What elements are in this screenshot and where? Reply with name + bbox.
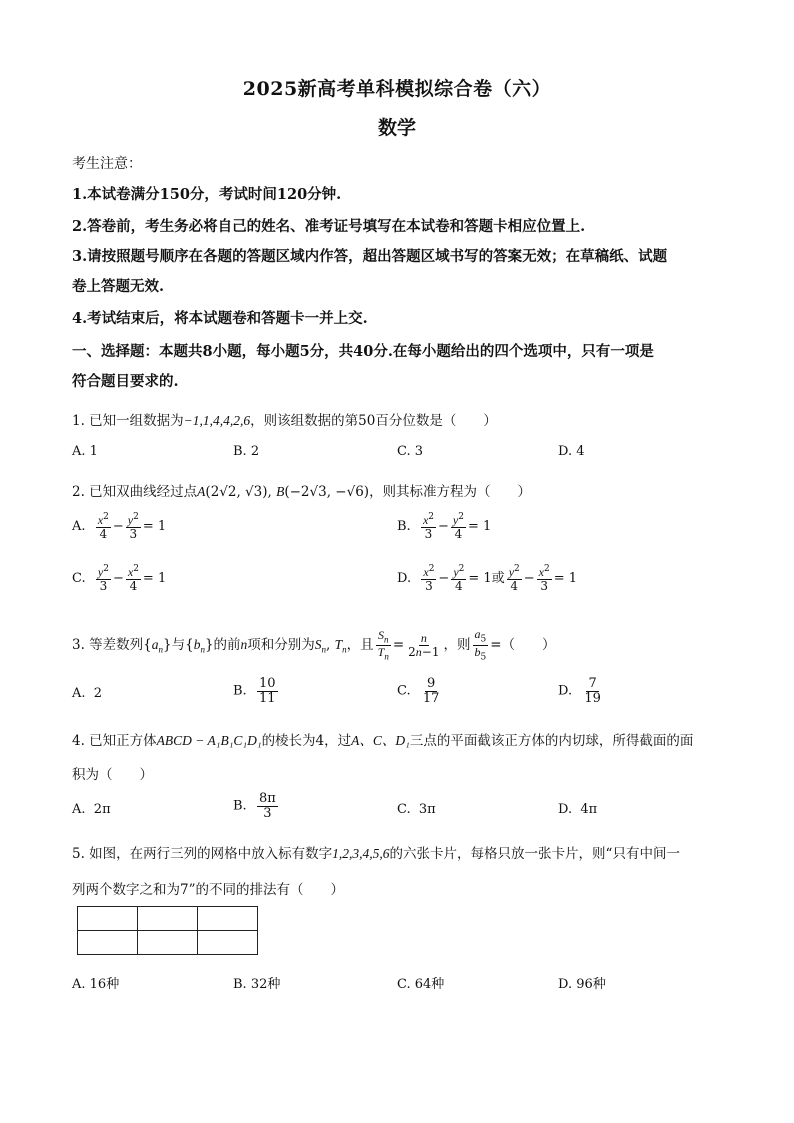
q2-option-b: B. $\frac{x^2}{3}$ − $\frac{y^2}{4}$ = 1: [397, 512, 492, 541]
q3-option-d: D. $\frac{7}{19}$: [558, 676, 601, 706]
question-5-stem: 5. 如图，在两行三列的网格中放入标有数字1,2,3,4,5,6的六张卡片，每格只放一张卡片，则“只有中间一: [72, 846, 680, 862]
section-heading-line2: 符合题目要求的.: [72, 373, 179, 390]
grid-cell: [78, 907, 138, 931]
q5-option-d: D. 96种: [558, 977, 606, 992]
note-item-3-cont: 卷上答题无效.: [72, 278, 165, 295]
note-item-4: 4.考试结束后，将本试题卷和答题卡一并上交.: [72, 310, 368, 327]
note-item-2: 2.答卷前，考生务必将自己的姓名、准考证号填写在本试卷和答题卡相应位置上.: [72, 218, 586, 235]
q1-option-b: B. 2: [233, 444, 260, 459]
grid-cell: [138, 907, 198, 931]
exam-title: 2025新高考单科模拟综合卷（六）: [242, 78, 552, 100]
q4-option-a: A. 2π: [72, 802, 111, 817]
q1-option-c: C. 3: [397, 444, 424, 459]
q4-option-b: B. $\frac{8\pi}{3}$: [233, 791, 276, 821]
grid-cell: [198, 907, 258, 931]
q3-option-c: C. $\frac{9}{17}$: [397, 676, 440, 706]
grid-cell: [198, 931, 258, 955]
question-4-stem: 4. 已知正方体ABCD − A₁B₁C₁D₁的棱长为4，过A、C、D₁三点的平面截该正方体的内切球，所得截面的面: [72, 733, 694, 749]
grid-cell: [78, 931, 138, 955]
q1-option-a: A. 1: [72, 444, 98, 459]
q1-percentile: 50: [358, 413, 376, 429]
q4-option-c: C. 3π: [397, 802, 436, 817]
question-1-stem: 1. 已知一组数据为−1,1,4,4,2,6，则该组数据的第50百分位数是（ ）: [72, 413, 497, 429]
q1-data-values: −1,1,4,4,2,6: [183, 413, 251, 428]
q1-option-d: D. 4: [558, 444, 585, 459]
card-grid-figure: [77, 906, 258, 955]
q2-option-a: A. $\frac{x^2}{4}$ − $\frac{y^2}{3}$ = 1: [72, 512, 167, 541]
exam-subject: 数学: [377, 117, 416, 139]
note-item-1: 1.本试卷满分150分，考试时间120分钟.: [72, 186, 342, 203]
section-heading-line1: 一、选择题：本题共8小题，每小题5分，共40分.在每小题给出的四个选项中，只有一项是: [72, 343, 654, 360]
question-3-stem: 3. 等差数列$\{a_n\}$与$\{b_n\}$的前n项和分别为$S_n$, $T_n$，且 $\frac{S_n}{T_n}$ = $\frac{n}{2n-1}$ ，则 $\frac{a_5}{b_5}$ =（ ）: [72, 627, 556, 663]
q3-option-a: A. 2: [72, 686, 103, 701]
grid-cell: [138, 931, 198, 955]
q3-option-b: B. $\frac{10}{11}$: [233, 676, 276, 706]
q5-option-b: B. 32种: [233, 977, 281, 992]
question-4-stem-cont: 积为（ ）: [72, 767, 153, 783]
question-5-stem-cont: 列两个数字之和为7”的不同的排法有（ ）: [72, 882, 344, 898]
q5-option-c: C. 64种: [397, 977, 445, 992]
q5-option-a: A. 16种: [72, 977, 120, 992]
q2-option-c: C. $\frac{y^2}{3}$ − $\frac{x^2}{4}$ = 1: [72, 564, 167, 593]
q4-option-d: D. 4π: [558, 802, 598, 817]
note-item-3: 3.请按照题号顺序在各题的答题区域内作答，超出答题区域书写的答案无效；在草稿纸、试题: [72, 248, 668, 265]
q2-option-d: D. $\frac{x^2}{3}$ − $\frac{y^2}{4}$ = 1或 $\frac{y^2}{4}$ − $\frac{x^2}{3}$ = 1: [397, 564, 578, 593]
notes-heading: 考生注意：: [72, 156, 142, 172]
question-2-stem: 2. 已知双曲线经过点A(2√2, √3), B(−2√3, −√6)，则其标准方程为（ ）: [72, 484, 532, 500]
